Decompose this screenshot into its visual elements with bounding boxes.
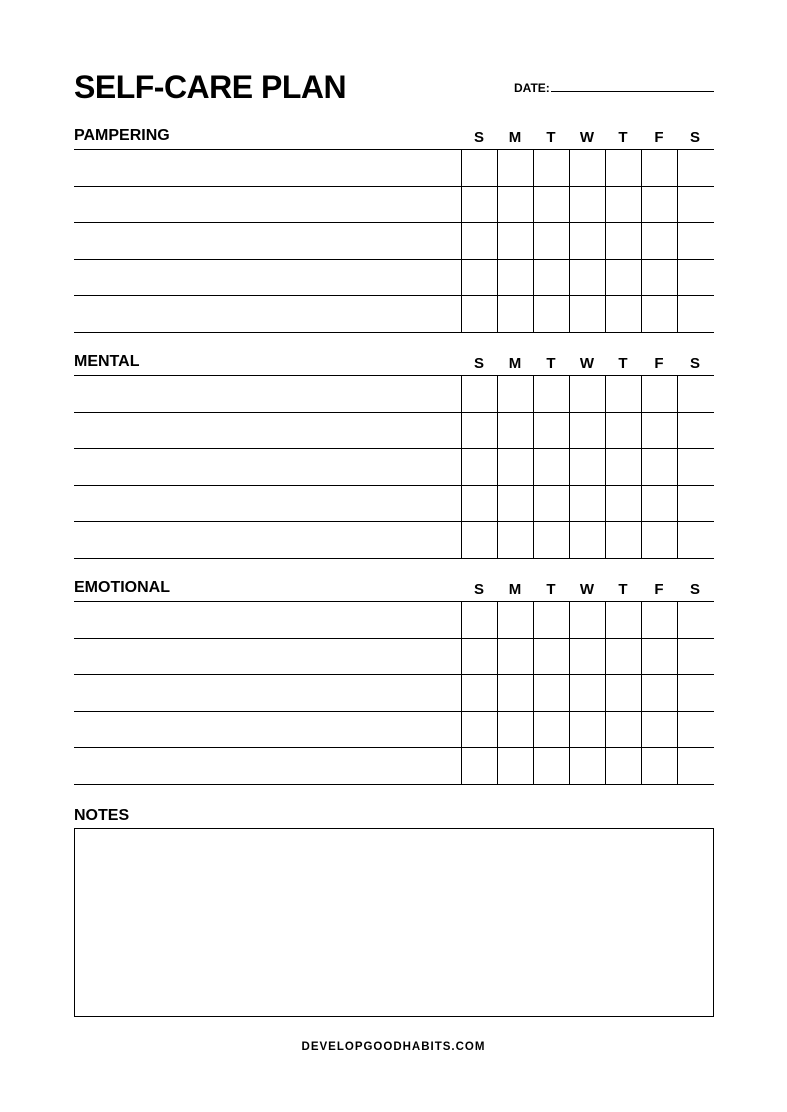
- day-header: F: [654, 129, 664, 146]
- section-title: PAMPERING: [74, 127, 170, 144]
- day-checkbox[interactable]: [677, 675, 713, 711]
- day-checkbox[interactable]: [461, 602, 497, 638]
- section-title: EMOTIONAL: [74, 579, 170, 596]
- day-header: W: [579, 581, 595, 598]
- day-checkbox[interactable]: [461, 522, 497, 558]
- day-checkbox[interactable]: [569, 639, 605, 675]
- habit-row[interactable]: [74, 150, 714, 187]
- day-checkbox[interactable]: [605, 639, 641, 675]
- day-checkbox[interactable]: [677, 639, 713, 675]
- day-checkbox[interactable]: [569, 712, 605, 748]
- day-checkbox[interactable]: [533, 413, 569, 449]
- day-header: S: [689, 581, 700, 598]
- day-checkbox[interactable]: [677, 223, 713, 259]
- day-checkbox[interactable]: [497, 602, 533, 638]
- day-checkbox[interactable]: [533, 449, 569, 485]
- day-checkbox[interactable]: [641, 413, 677, 449]
- day-checkbox[interactable]: [605, 449, 641, 485]
- day-header: T: [618, 355, 628, 372]
- day-checkbox[interactable]: [677, 748, 713, 784]
- habit-row[interactable]: [74, 748, 714, 785]
- day-header: S: [689, 129, 700, 146]
- day-checkbox[interactable]: [605, 748, 641, 784]
- day-checkbox[interactable]: [497, 712, 533, 748]
- day-checkbox[interactable]: [605, 296, 641, 332]
- day-header: T: [618, 581, 628, 598]
- day-checkbox[interactable]: [533, 187, 569, 223]
- day-checkbox[interactable]: [641, 187, 677, 223]
- habit-row[interactable]: [74, 260, 714, 297]
- day-checkbox[interactable]: [605, 260, 641, 296]
- day-checkbox[interactable]: [461, 639, 497, 675]
- day-checkbox[interactable]: [569, 150, 605, 186]
- day-header: W: [579, 355, 595, 372]
- notes-box[interactable]: [74, 828, 714, 1017]
- day-checkbox[interactable]: [677, 602, 713, 638]
- day-checkbox[interactable]: [677, 376, 713, 412]
- day-checkbox[interactable]: [641, 223, 677, 259]
- habit-row[interactable]: [74, 449, 714, 486]
- day-checkbox[interactable]: [605, 486, 641, 522]
- day-checkbox[interactable]: [569, 675, 605, 711]
- day-checkbox[interactable]: [533, 675, 569, 711]
- day-checkbox[interactable]: [605, 150, 641, 186]
- day-checkbox[interactable]: [497, 486, 533, 522]
- day-checkbox[interactable]: [461, 413, 497, 449]
- section-emotional: [74, 578, 714, 785]
- day-checkbox[interactable]: [677, 187, 713, 223]
- day-checkbox[interactable]: [533, 486, 569, 522]
- section-rows: [74, 150, 714, 333]
- habit-row[interactable]: [74, 187, 714, 224]
- day-checkbox[interactable]: [533, 296, 569, 332]
- date-field[interactable]: [514, 77, 714, 95]
- habit-row[interactable]: [74, 296, 714, 333]
- day-checkbox[interactable]: [569, 748, 605, 784]
- day-checkbox[interactable]: [497, 413, 533, 449]
- habit-row[interactable]: [74, 376, 714, 413]
- day-header: T: [546, 129, 556, 146]
- footer-website: DEVELOPGOODHABITS.COM: [301, 1041, 486, 1053]
- day-checkbox[interactable]: [533, 376, 569, 412]
- day-checkbox[interactable]: [533, 748, 569, 784]
- day-checkbox[interactable]: [677, 260, 713, 296]
- day-checkbox[interactable]: [497, 150, 533, 186]
- habit-row[interactable]: [74, 639, 714, 676]
- day-checkbox[interactable]: [461, 748, 497, 784]
- day-checkbox[interactable]: [641, 150, 677, 186]
- date-line[interactable]: [551, 90, 714, 92]
- day-checkbox[interactable]: [461, 712, 497, 748]
- day-checkbox[interactable]: [641, 296, 677, 332]
- day-checkbox[interactable]: [569, 486, 605, 522]
- day-checkbox[interactable]: [533, 712, 569, 748]
- day-header: S: [473, 355, 484, 372]
- section-rows: [74, 376, 714, 559]
- day-checkbox[interactable]: [497, 376, 533, 412]
- day-header: M: [508, 355, 522, 372]
- habit-row[interactable]: [74, 413, 714, 450]
- date-label: DATE:: [514, 81, 550, 95]
- day-checkbox[interactable]: [605, 376, 641, 412]
- day-checkbox[interactable]: [605, 675, 641, 711]
- day-checkbox[interactable]: [605, 712, 641, 748]
- section-header: [74, 578, 714, 602]
- day-checkbox[interactable]: [677, 413, 713, 449]
- day-checkbox[interactable]: [533, 522, 569, 558]
- day-checkbox[interactable]: [533, 639, 569, 675]
- section-title: MENTAL: [74, 353, 140, 370]
- day-checkbox[interactable]: [605, 413, 641, 449]
- day-checkbox[interactable]: [497, 187, 533, 223]
- section-pampering: [74, 126, 714, 333]
- day-header: F: [654, 355, 664, 372]
- day-header: S: [689, 355, 700, 372]
- day-header: T: [618, 129, 628, 146]
- day-checkbox[interactable]: [641, 376, 677, 412]
- page-title: SELF-CARE PLAN: [74, 69, 347, 105]
- day-checkbox[interactable]: [677, 522, 713, 558]
- day-header: T: [546, 355, 556, 372]
- day-checkbox[interactable]: [461, 296, 497, 332]
- day-checkbox[interactable]: [461, 486, 497, 522]
- day-checkbox[interactable]: [461, 376, 497, 412]
- day-checkbox[interactable]: [641, 449, 677, 485]
- habit-row[interactable]: [74, 675, 714, 712]
- day-checkbox[interactable]: [641, 712, 677, 748]
- day-checkbox[interactable]: [677, 449, 713, 485]
- day-checkbox[interactable]: [497, 639, 533, 675]
- day-header: W: [579, 129, 595, 146]
- day-header: M: [508, 129, 522, 146]
- habit-row[interactable]: [74, 712, 714, 749]
- day-checkbox[interactable]: [569, 522, 605, 558]
- day-checkbox[interactable]: [533, 602, 569, 638]
- day-checkbox[interactable]: [569, 223, 605, 259]
- day-checkbox[interactable]: [497, 223, 533, 259]
- day-header: M: [508, 581, 522, 598]
- day-checkbox[interactable]: [461, 223, 497, 259]
- day-checkbox[interactable]: [569, 449, 605, 485]
- habit-row[interactable]: [74, 522, 714, 559]
- habit-row[interactable]: [74, 602, 714, 639]
- day-checkbox[interactable]: [641, 748, 677, 784]
- day-checkbox[interactable]: [605, 187, 641, 223]
- day-checkbox[interactable]: [569, 413, 605, 449]
- day-checkbox[interactable]: [641, 260, 677, 296]
- habit-row[interactable]: [74, 223, 714, 260]
- day-checkbox[interactable]: [497, 675, 533, 711]
- section-rows: [74, 602, 714, 785]
- day-checkbox[interactable]: [461, 150, 497, 186]
- day-checkbox[interactable]: [497, 449, 533, 485]
- day-checkbox[interactable]: [677, 712, 713, 748]
- day-checkbox[interactable]: [677, 150, 713, 186]
- day-checkbox[interactable]: [641, 602, 677, 638]
- notes-title: NOTES: [74, 807, 130, 824]
- day-checkbox[interactable]: [677, 296, 713, 332]
- day-checkbox[interactable]: [605, 223, 641, 259]
- day-checkbox[interactable]: [605, 602, 641, 638]
- day-checkbox[interactable]: [569, 296, 605, 332]
- day-checkbox[interactable]: [497, 296, 533, 332]
- day-checkbox[interactable]: [569, 260, 605, 296]
- day-checkbox[interactable]: [461, 187, 497, 223]
- day-checkbox[interactable]: [641, 675, 677, 711]
- day-checkbox[interactable]: [569, 187, 605, 223]
- day-checkbox[interactable]: [461, 449, 497, 485]
- day-checkbox[interactable]: [533, 150, 569, 186]
- day-checkbox[interactable]: [641, 522, 677, 558]
- habit-row[interactable]: [74, 486, 714, 523]
- day-checkbox[interactable]: [641, 639, 677, 675]
- day-checkbox[interactable]: [569, 376, 605, 412]
- day-checkbox[interactable]: [497, 260, 533, 296]
- section-header: [74, 352, 714, 376]
- day-header: S: [473, 581, 484, 598]
- day-checkbox[interactable]: [677, 486, 713, 522]
- day-checkbox[interactable]: [497, 748, 533, 784]
- day-header: T: [546, 581, 556, 598]
- section-mental: [74, 352, 714, 559]
- day-checkbox[interactable]: [461, 260, 497, 296]
- section-header: [74, 126, 714, 150]
- day-checkbox[interactable]: [605, 522, 641, 558]
- day-checkbox[interactable]: [641, 486, 677, 522]
- day-checkbox[interactable]: [569, 602, 605, 638]
- day-checkbox[interactable]: [533, 260, 569, 296]
- day-header: F: [654, 581, 664, 598]
- day-checkbox[interactable]: [461, 675, 497, 711]
- day-checkbox[interactable]: [533, 223, 569, 259]
- day-header: S: [473, 129, 484, 146]
- day-checkbox[interactable]: [497, 522, 533, 558]
